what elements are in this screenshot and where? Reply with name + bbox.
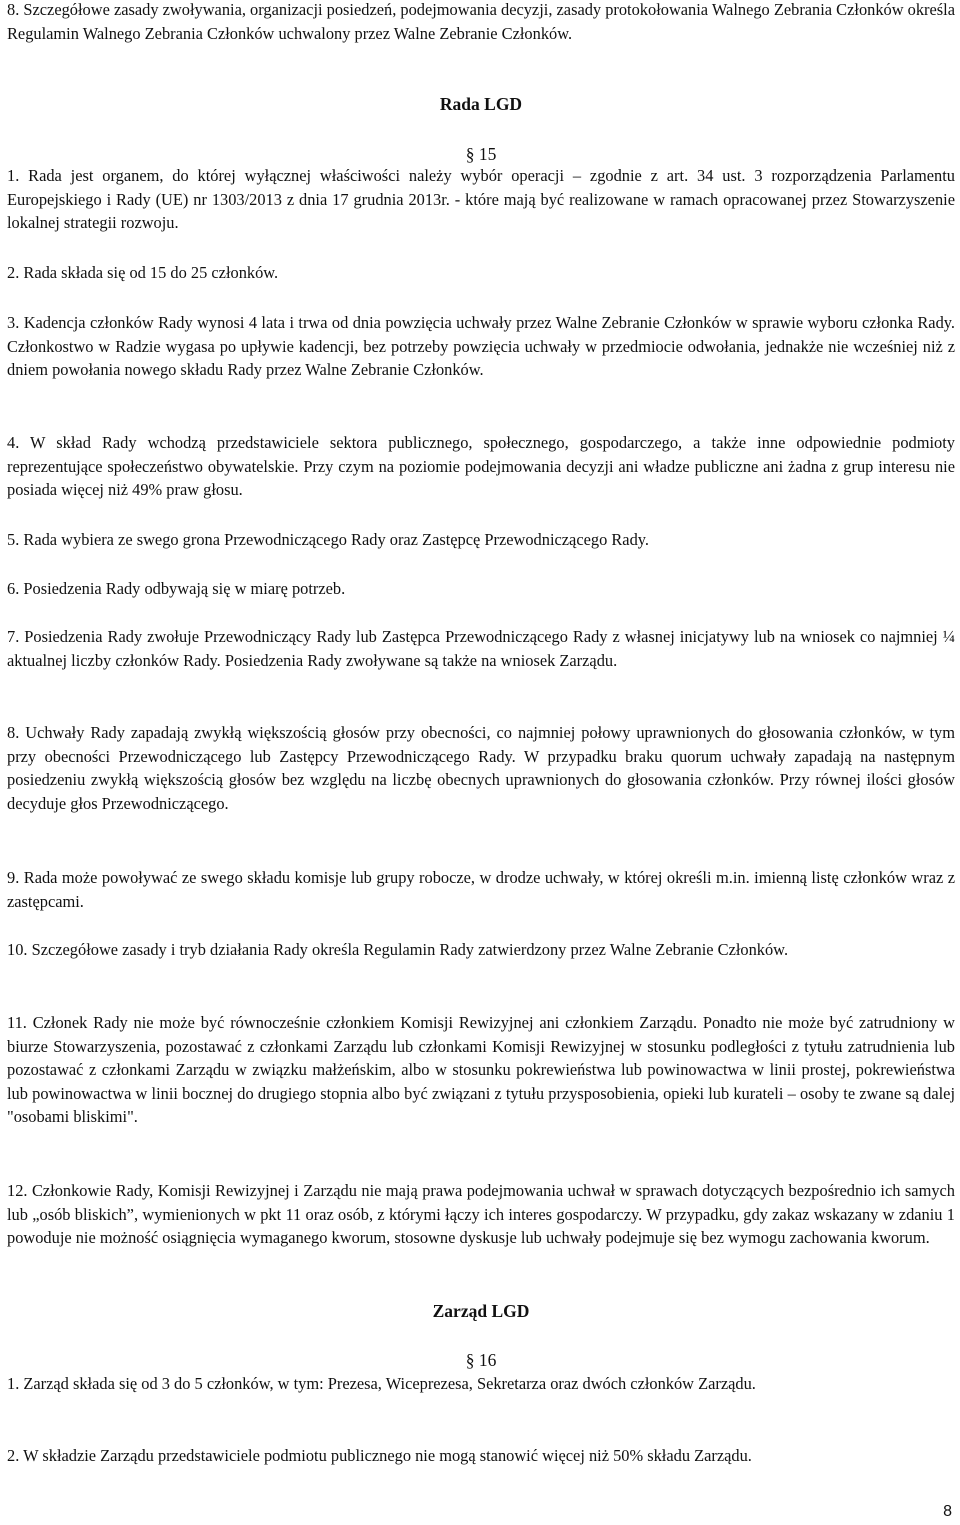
rada-point-1: 1. Rada jest organem, do której wyłącznej właściwości należy wybór operacji – zgodnie z art. 34 ust. 3 rozporządzenia Parlamentu Europejskiego i Rady (UE) nr 1303/2013 z dnia 17 grudnia 2013r. - które mają być realizowane w ramach opracowanej przez Stowarzyszenie lokalnej strategii rozwoju. xyxy=(7,166,955,232)
rada-section-number: § 15 xyxy=(465,144,497,164)
rada-point-3: 3. Kadencja członków Rady wynosi 4 lata i trwa od dnia powzięcia uchwały przez Walne Zebranie Członków w sprawie wyboru członka Rady. Członkostwo w Radzie wygasa po upływie kadencji, bez potrzeby powzięcia uchwały w przedmiocie odwołania, jednakże nie wcześniej niż z dniem powołania nowego składu Rady przez Walne Zebranie Członków. xyxy=(7,313,955,379)
zarzad-section-number: § 16 xyxy=(465,1350,497,1370)
rada-point-4: 4. W skład Rady wchodzą przedstawiciele sektora publicznego, społecznego, gospodarczego, a także inne odpowiednie podmioty reprezentujące społeczeństwo obywatelskie. Przy czym na poziomie podejmowania decyzji ani władze publiczne ani żadna z grup interesu nie posiada więcej niż 49% praw głosu. xyxy=(7,433,955,499)
paragraph-8-walne-zebranie: 8. Szczegółowe zasady zwoływania, organizacji posiedzeń, podejmowania decyzji, zasady protokołowania Walnego Zebrania Członków określa Regulamin Walnego Zebrania Członków uchwalony przez Walne Zebranie Członków. xyxy=(7,0,955,43)
rada-point-10: 10. Szczegółowe zasady i tryb działania Rady określa Regulamin Rady zatwierdzony przez Walne Zebranie Członków. xyxy=(7,940,789,959)
rada-point-2: 2. Rada składa się od 15 do 25 członków. xyxy=(7,263,279,282)
rada-heading: Rada LGD xyxy=(439,94,523,114)
zarzad-point-1: 1. Zarząd składa się od 3 do 5 członków, w tym: Prezesa, Wiceprezesa, Sekretarza oraz dwóch członków Zarządu. xyxy=(7,1374,756,1393)
page-number: 8 xyxy=(943,1502,952,1520)
zarzad-point-2: 2. W składzie Zarządu przedstawiciele podmiotu publicznego nie mogą stanowić więcej niż 50% składu Zarządu. xyxy=(7,1446,752,1465)
rada-point-9: 9. Rada może powoływać ze swego składu komisje lub grupy robocze, w drodze uchwały, w której określi m.in. imienną listę członków wraz z zastępcami. xyxy=(7,868,955,911)
rada-point-12: 12. Członkowie Rady, Komisji Rewizyjnej i Zarządu nie mają prawa podejmowania uchwał w sprawach dotyczących bezpośrednio ich samych lub „osób bliskich”, wymienionych w pkt 11 oraz osób, z którymi łączy ich interes gospodarczy. W przypadku, gdy zakaz wskazany w zdaniu 1 powoduje nie możność osiągnięcia wymaganego kworum, stosowne dyskusje lub uchwały podejmuje się bez wymogu zachowania kworum. xyxy=(7,1181,955,1247)
zarzad-heading: Zarząd LGD xyxy=(432,1301,530,1321)
rada-point-11: 11. Członek Rady nie może być równocześnie członkiem Komisji Rewizyjnej ani członkiem Zarządu. Ponadto nie może być zatrudniony w biurze Stowarzyszenia, pozostawać z członkami Zarządu lub członkami Komisji Rewizyjnej w stosunku podległości z tytułu zatrudnienia lub pozostawać z członkami Zarządu w związku małżeńskim, albo w stosunku pokrewieństwa lub powinowactwa w linii prostej, pokrewieństwa lub powinowactwa w linii bocznej do drugiego stopnia albo być związani z tytułu przysposobienia, opieki lub kurateli – osoby te zwane są dalej "osobami bliskimi". xyxy=(7,1013,955,1126)
rada-point-5: 5. Rada wybiera ze swego grona Przewodniczącego Rady oraz Zastępcę Przewodniczącego Rady. xyxy=(7,530,649,549)
rada-point-7: 7. Posiedzenia Rady zwołuje Przewodniczący Rady lub Zastępca Przewodniczącego Rady z własnej inicjatywy lub na wniosek co najmniej ¼ aktualnej liczby członków Rady. Posiedzenia Rady zwoływane są także na wniosek Zarządu. xyxy=(7,627,955,670)
rada-point-8: 8. Uchwały Rady zapadają zwykłą większością głosów przy obecności, co najmniej połowy uprawnionych do głosowania członków, w tym przy obecności Przewodniczącego lub Zastępcy Przewodniczącego Rady. W przypadku braku quorum uchwały zapadają na następnym posiedzeniu zwykłą większością głosów bez względu na liczbę obecnych uprawnionych do głosowania członków. Przy równej ilości głosów decyduje głos Przewodniczącego. xyxy=(7,723,955,813)
rada-point-6: 6. Posiedzenia Rady odbywają się w miarę potrzeb. xyxy=(7,579,346,598)
